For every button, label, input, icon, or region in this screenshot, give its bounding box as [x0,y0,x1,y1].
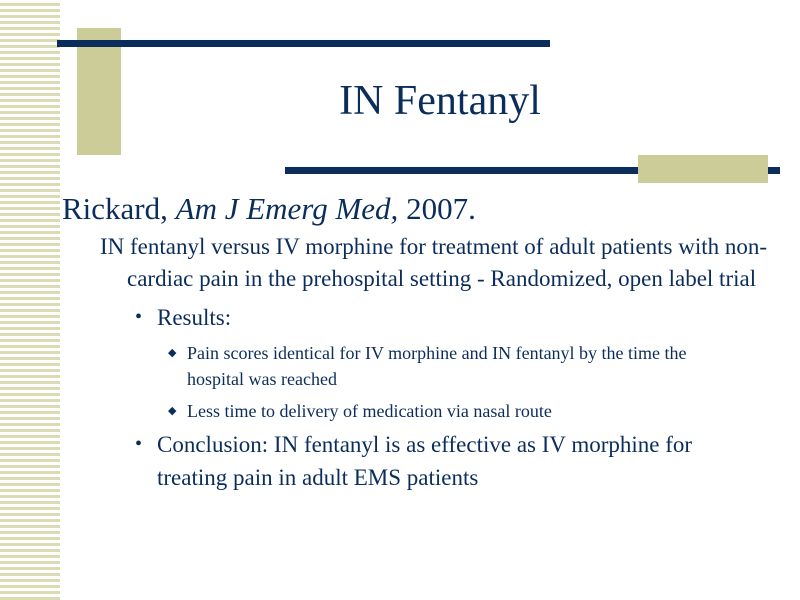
decorative-stripes [0,0,60,600]
bullet-dot-icon: • [135,306,143,329]
bullet-diamond-icon: ◆ [168,405,177,418]
decorative-block-right [638,155,768,183]
slide-content [62,190,782,494]
results-item [62,301,757,334]
result-item [62,398,747,424]
reference-journal: Am J Emerg Med, [175,191,399,226]
bullet-dot-icon: • [135,433,143,456]
study-description: IN fentanyl versus IV morphine for treatment of adult patients with non-cardiac pain in the prehospital setting - Randomized, open label trial [100,234,768,292]
decorative-block-top [77,28,121,155]
slide-title: IN Fentanyl [339,78,541,124]
results-label: Results: [157,305,232,331]
reference-line [62,190,782,227]
reference-author: Rickard, [62,191,176,226]
conclusion-text: Conclusion: IN fentanyl is as effective as IV morphine for treating pain in adult EMS patients [157,432,693,491]
result-text: Pain scores identical for IV morphine and IN fentanyl by the time the hospital was reached [187,343,687,390]
result-text: Less time to delivery of medication via nasal route [187,401,552,422]
result-item [62,340,747,392]
conclusion-item [62,428,757,494]
decorative-line-top [57,40,550,47]
bullet-diamond-icon: ◆ [168,347,177,360]
reference-year: 2007. [398,191,476,226]
